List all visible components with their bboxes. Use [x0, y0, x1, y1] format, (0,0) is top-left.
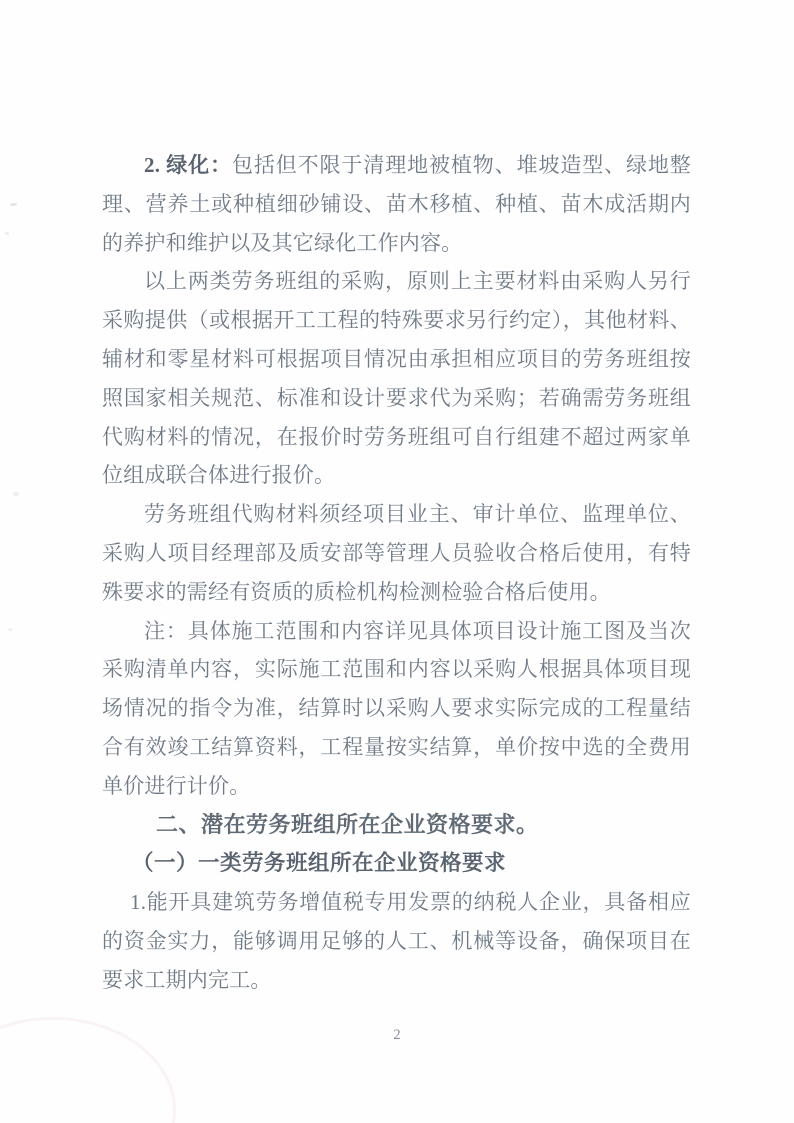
scan-speck — [5, 232, 9, 235]
section-heading-qualification-requirements: 二、潜在劳务班组所在企业资格要求。 — [156, 811, 539, 837]
scan-speck — [8, 628, 13, 631]
page-footer — [0, 1026, 794, 1044]
paragraph-note-settlement: 注：具体施工范围和内容详见具体项目设计施工图及当次采购清单内容，实际施工范围和内容以采购人根据具体项目现场情况的指令为准，结算时以采购人要求实际完成的工程量结合有效竣工结算资料，工程量按实结算，单价按中选的全费用单价进行计价。 — [102, 618, 691, 798]
paragraph-text: 包括但不限于清理地被植物、堆坡造型、绿地整理、营养土或种植细砂铺设、苗木移植、种植、苗木成活期内的养护和维护以及其它绿化工作内容。 — [102, 153, 691, 255]
paragraph-requirement-1: 1.能开具建筑劳务增值税专用发票的纳税人企业，具备相应的资金实力，能够调用足够的人工、机械等设备，确保项目在要求工期内完工。 — [102, 890, 691, 992]
scan-speck — [13, 492, 19, 496]
document-body — [102, 146, 691, 1000]
paragraph-lead-label: 2. 绿化： — [144, 153, 232, 177]
paragraph-material-procurement: 以上两类劳务班组的采购，原则上主要材料由采购人另行采购提供（或根据开工工程的特殊要求另行约定），其他材料、辅材和零星材料可根据项目情况由承担相应项目的劳务班组按照国家相关规范、标准和设计要求代为采购；若确需劳务班组代购材料的情况，在报价时劳务班组可自行组建不超过两家单位组成联合体进行报价。 — [102, 269, 691, 488]
scan-speck — [10, 203, 17, 206]
subsection-heading-class-one-teams: （一）一类劳务班组所在企业资格要求 — [132, 851, 507, 876]
page-number: 2 — [393, 1027, 401, 1043]
paragraph-greening-scope — [102, 146, 691, 262]
paragraph-material-inspection: 劳务班组代购材料须经项目业主、审计单位、监理单位、采购人项目经理部及质安部等管理人员验收合格后使用，有特殊要求的需经有资质的质检机构检测检验合格后使用。 — [102, 502, 691, 604]
